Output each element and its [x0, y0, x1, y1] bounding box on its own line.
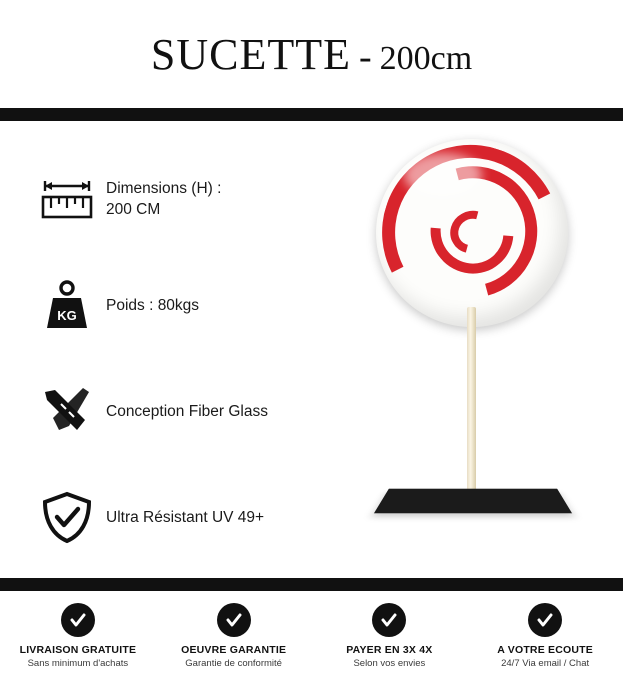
- feature-line1-weight: Poids : 80kgs: [106, 296, 200, 314]
- feature-list: [0, 121, 320, 578]
- header: [0, 0, 623, 108]
- feature-text-design: [106, 402, 268, 423]
- product-image: [320, 121, 623, 578]
- check-circle-icon: [61, 603, 95, 637]
- lollipop-stick: [467, 307, 476, 495]
- divider-top: [0, 108, 623, 121]
- feature-line2-dimensions: 200 CM: [106, 201, 161, 218]
- weight-icon: [28, 280, 106, 332]
- title-product-name: SUCETTE: [150, 29, 351, 79]
- footer-item-payment: [312, 603, 468, 669]
- ruler-icon: [28, 177, 106, 223]
- shield-check-icon: [28, 491, 106, 545]
- footer-item-delivery: [0, 603, 156, 669]
- footer-title-support: A VOTRE ECOUTE: [497, 644, 593, 656]
- feature-text-dimensions: [106, 179, 221, 221]
- footer-subtitle-support: 24/7 Via email / Chat: [501, 658, 590, 669]
- footer-title-delivery: LIVRAISON GRATUITE: [19, 644, 137, 656]
- footer-benefits: [0, 591, 623, 691]
- feature-line1-uv: Ultra Résistant UV 49+: [106, 508, 265, 526]
- main-content: [0, 121, 623, 578]
- footer-subtitle-warranty: Garantie de conformité: [185, 658, 282, 669]
- lollipop-head: [376, 139, 568, 327]
- footer-subtitle-payment: Selon vos envies: [353, 658, 426, 669]
- feature-item-weight: [28, 253, 320, 359]
- page-title: [151, 29, 472, 80]
- check-circle-icon: [217, 603, 251, 637]
- title-separator: -: [358, 35, 372, 78]
- footer-item-warranty: [156, 603, 312, 669]
- footer-title-warranty: OEUVRE GARANTIE: [181, 644, 287, 656]
- divider-bottom: [0, 578, 623, 591]
- highlight-gloss: [404, 153, 482, 197]
- lollipop-figure: [352, 139, 602, 569]
- lollipop-base-plate: [374, 489, 572, 514]
- feature-line1-dimensions: Dimensions (H) :: [106, 180, 222, 198]
- feature-line1-design: Conception Fiber Glass: [106, 402, 268, 420]
- check-circle-icon: [372, 603, 406, 637]
- feature-text-weight: [106, 296, 199, 317]
- feature-item-uv: [28, 465, 320, 571]
- feature-item-design: [28, 359, 320, 465]
- footer-item-support: [467, 603, 623, 669]
- feature-item-dimensions: [28, 147, 320, 253]
- title-product-size: 200cm: [379, 39, 473, 77]
- pencil-ruler-icon: [28, 386, 106, 438]
- weight-icon-label: KG: [57, 308, 77, 323]
- feature-text-uv: [106, 508, 264, 529]
- check-circle-icon: [528, 603, 562, 637]
- footer-title-payment: PAYER EN 3X 4X: [346, 644, 433, 656]
- footer-subtitle-delivery: Sans minimum d'achats: [27, 658, 129, 669]
